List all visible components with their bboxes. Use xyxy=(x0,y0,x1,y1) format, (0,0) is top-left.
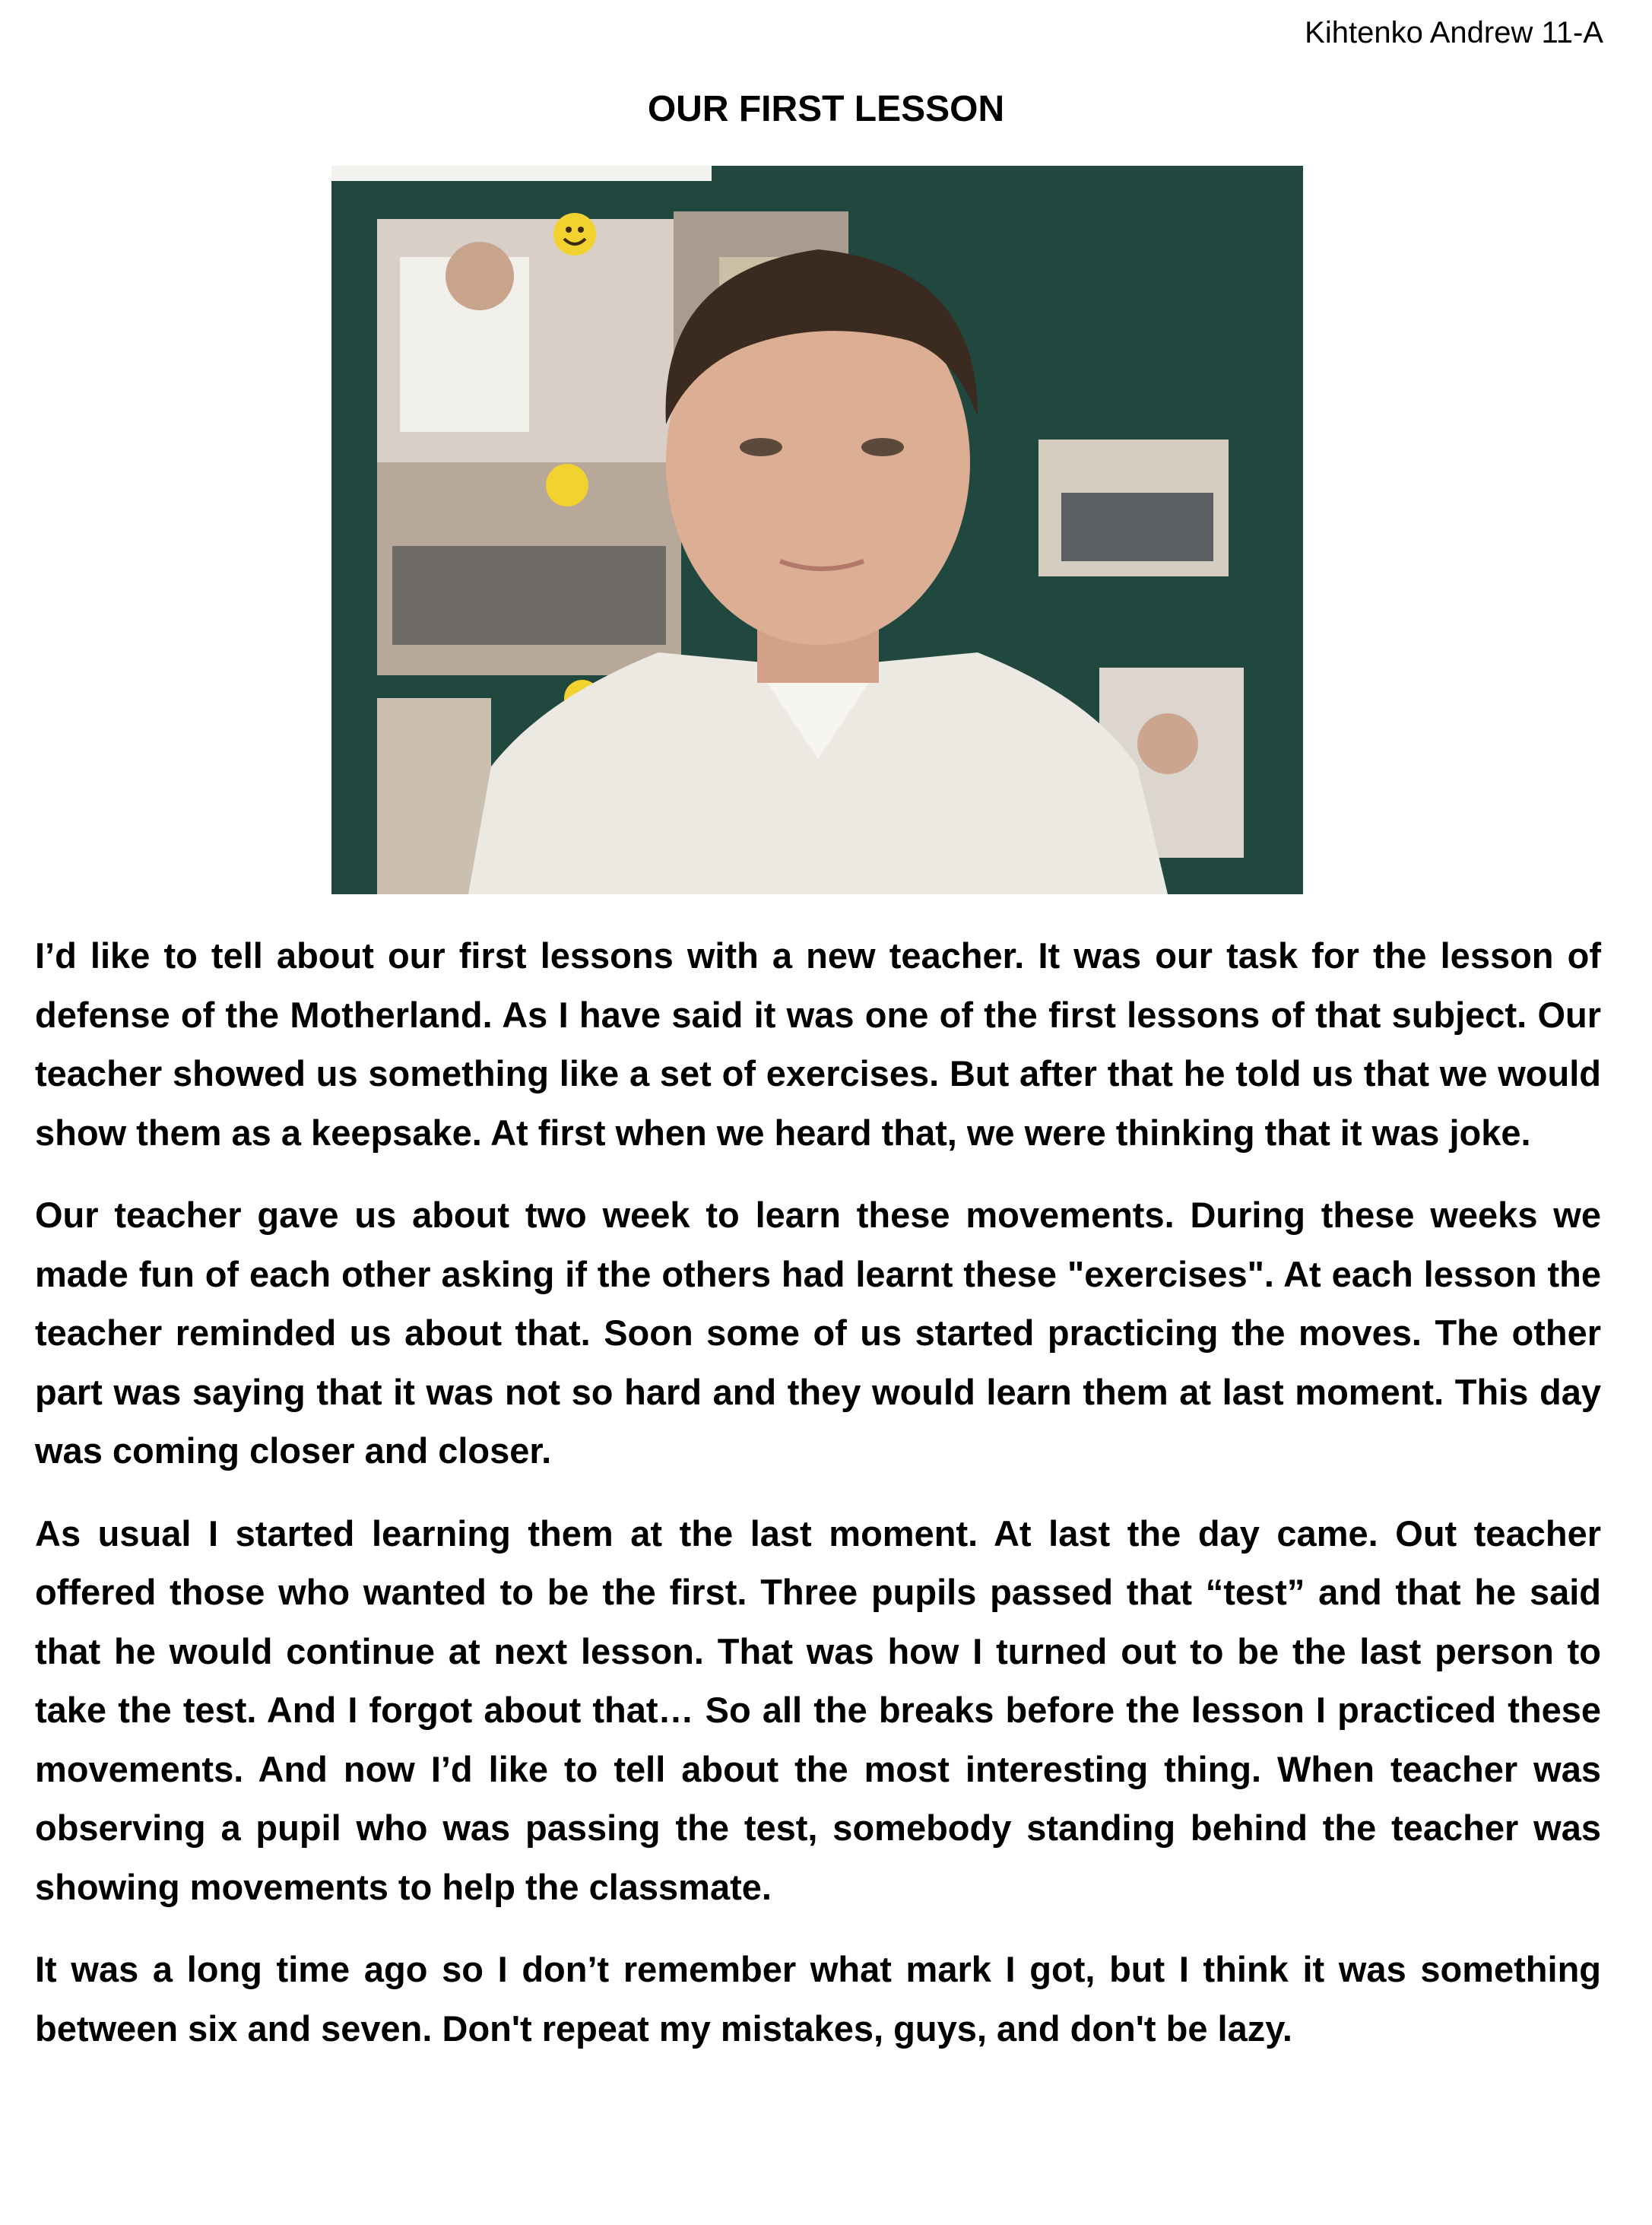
author-name: Kihtenko Andrew 11-A xyxy=(1305,16,1603,49)
paragraph-2: Our teacher gave us about two week to learn these movements. During these weeks we made fun of each other asking if the others had learnt these "exercises". At each lesson the teacher reminded us about that. Soon some of us started practicing the moves. The other part was saying that it was not so hard and they would learn them at last moment. This day was coming closer and closer. xyxy=(35,1195,1601,1471)
portrait-photo-icon xyxy=(331,166,1303,894)
portrait-photo xyxy=(331,166,1303,894)
page-title: OUR FIRST LESSON xyxy=(647,89,1005,129)
paragraph-4: It was a long time ago so I don’t remember what mark I got, but I think it was something between six and seven. Don't repeat my mistakes, guys, and don't be lazy. xyxy=(35,1949,1601,2049)
paragraph-1: I’d like to tell about our first lessons with a new teacher. It was our task for the lesson of defense of the Motherland. As I have said it was one of the first lessons of that subject. Our teacher showed us something like a set of exercises. But after that he told us that we would show them as a keepsake. At first when we heard that, we were thinking that it was joke. xyxy=(35,935,1601,1153)
article-body xyxy=(35,926,1601,2081)
paragraph-3: As usual I started learning them at the last moment. At last the day came. Out teacher offered those who wanted to be the first. Three pupils passed that “test” and that he said that he would continue at next lesson. That was how I turned out to be the last person to take the test. And I forgot about that… So all the breaks before the lesson I practiced these movements. And now I’d like to tell about the most interesting thing. When teacher was observing a pupil who was passing the test, somebody standing behind the teacher was showing movements to help the classmate. xyxy=(35,1512,1601,1907)
